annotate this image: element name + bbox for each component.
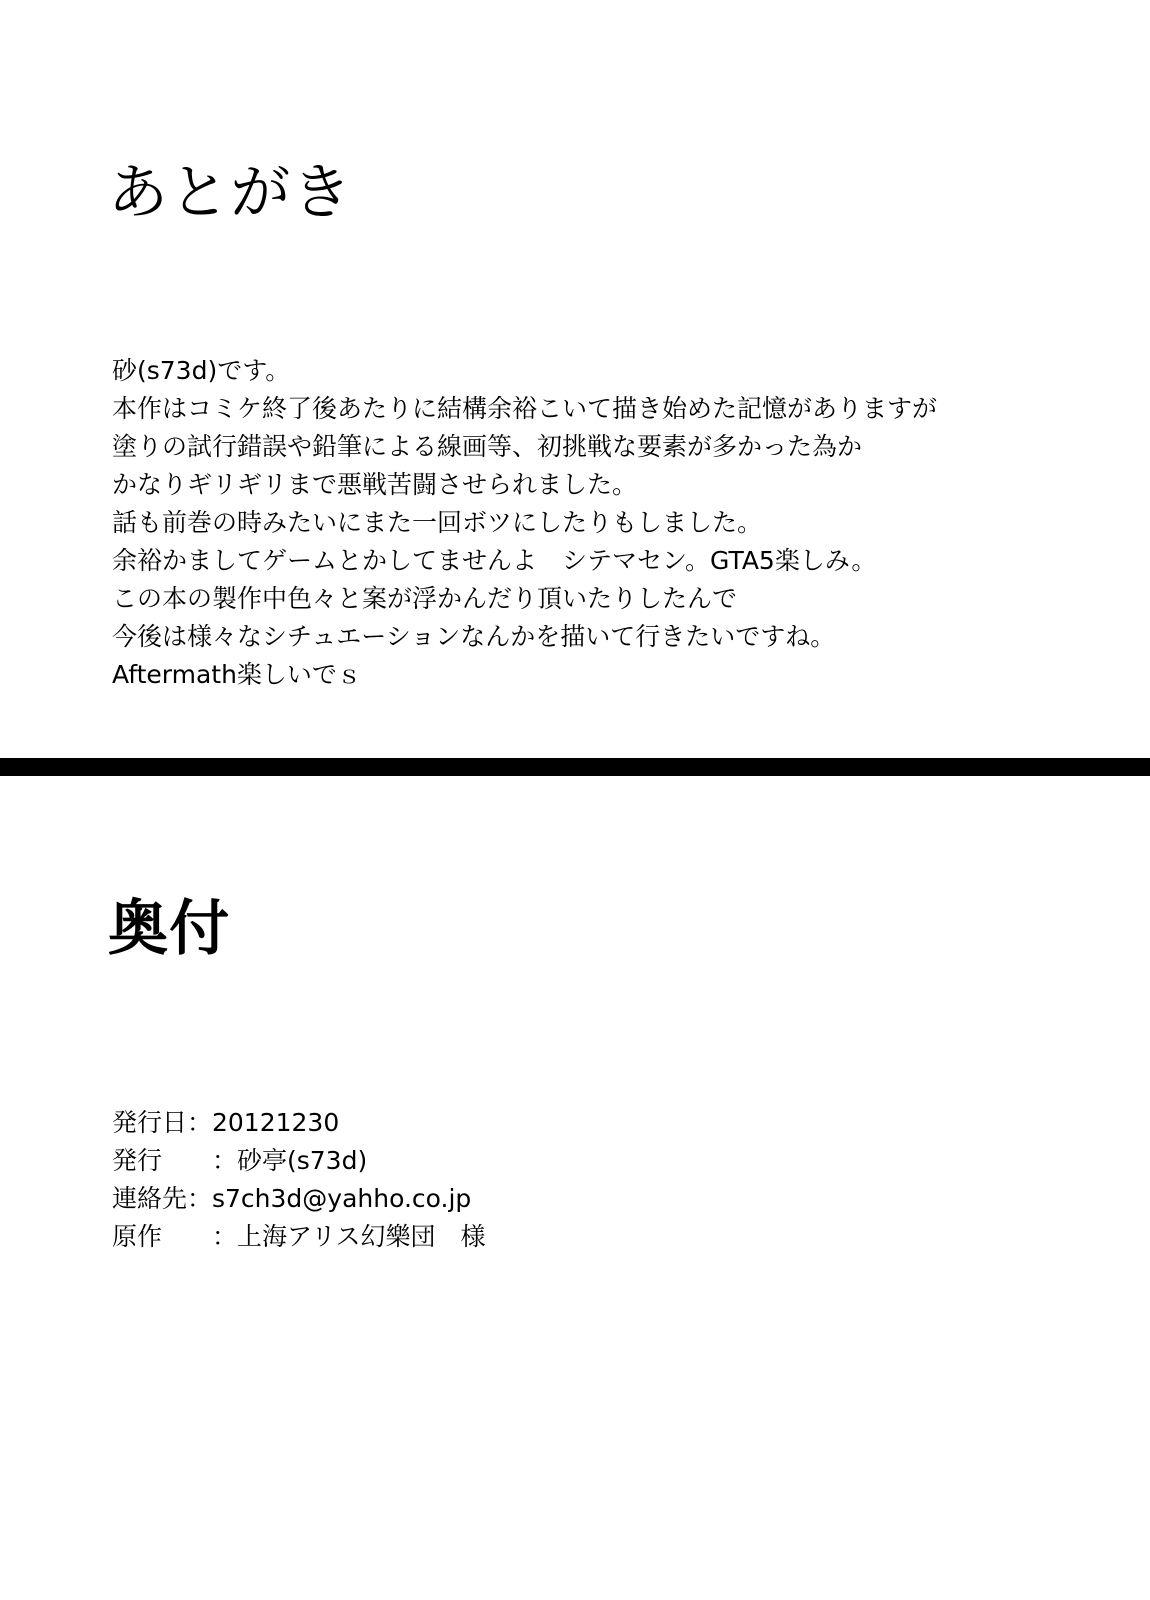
- colophon-row-contact: 連絡先：s7ch3d@yahho.co.jp: [112, 1184, 472, 1213]
- afterword-body: [112, 352, 1072, 694]
- afterword-line: かなりギリギリまで悪戦苦闘させられました。: [112, 470, 638, 499]
- afterword-line: 本作はコミケ終了後あたりに結構余裕こいて描き始めた記憶がありますが: [112, 394, 938, 423]
- afterword-line: 今後は様々なシチュエーションなんかを描いて行きたいですね。: [112, 622, 836, 651]
- section-divider: [0, 758, 1150, 776]
- afterword-section: [0, 0, 1150, 762]
- colophon-heading: 奥付: [108, 894, 231, 964]
- afterword-heading: あとがき: [108, 158, 353, 228]
- afterword-line: 砂(s73d)です。: [112, 356, 291, 385]
- colophon-section: [0, 776, 1150, 1600]
- colophon-row-original-work: 原作 ：上海アリス幻樂団 様: [112, 1222, 486, 1251]
- colophon-body: [112, 1104, 1012, 1256]
- colophon-row-publisher: 発行 ：砂亭(s73d): [112, 1146, 368, 1175]
- afterword-line: Aftermath楽しいでｓ: [112, 660, 362, 689]
- afterword-line: 話も前巻の時みたいにまた一回ボツにしたりもしました。: [112, 508, 763, 537]
- afterword-line: 余裕かましてゲームとかしてませんよ シテマセン。GTA5楽しみ。: [112, 546, 877, 575]
- afterword-line: この本の製作中色々と案が浮かんだり頂いたりしたんで: [112, 584, 738, 613]
- afterword-line: 塗りの試行錯誤や鉛筆による線画等、初挑戦な要素が多かった為か: [112, 432, 863, 461]
- colophon-row-publish-date: 発行日：20121230: [112, 1108, 340, 1137]
